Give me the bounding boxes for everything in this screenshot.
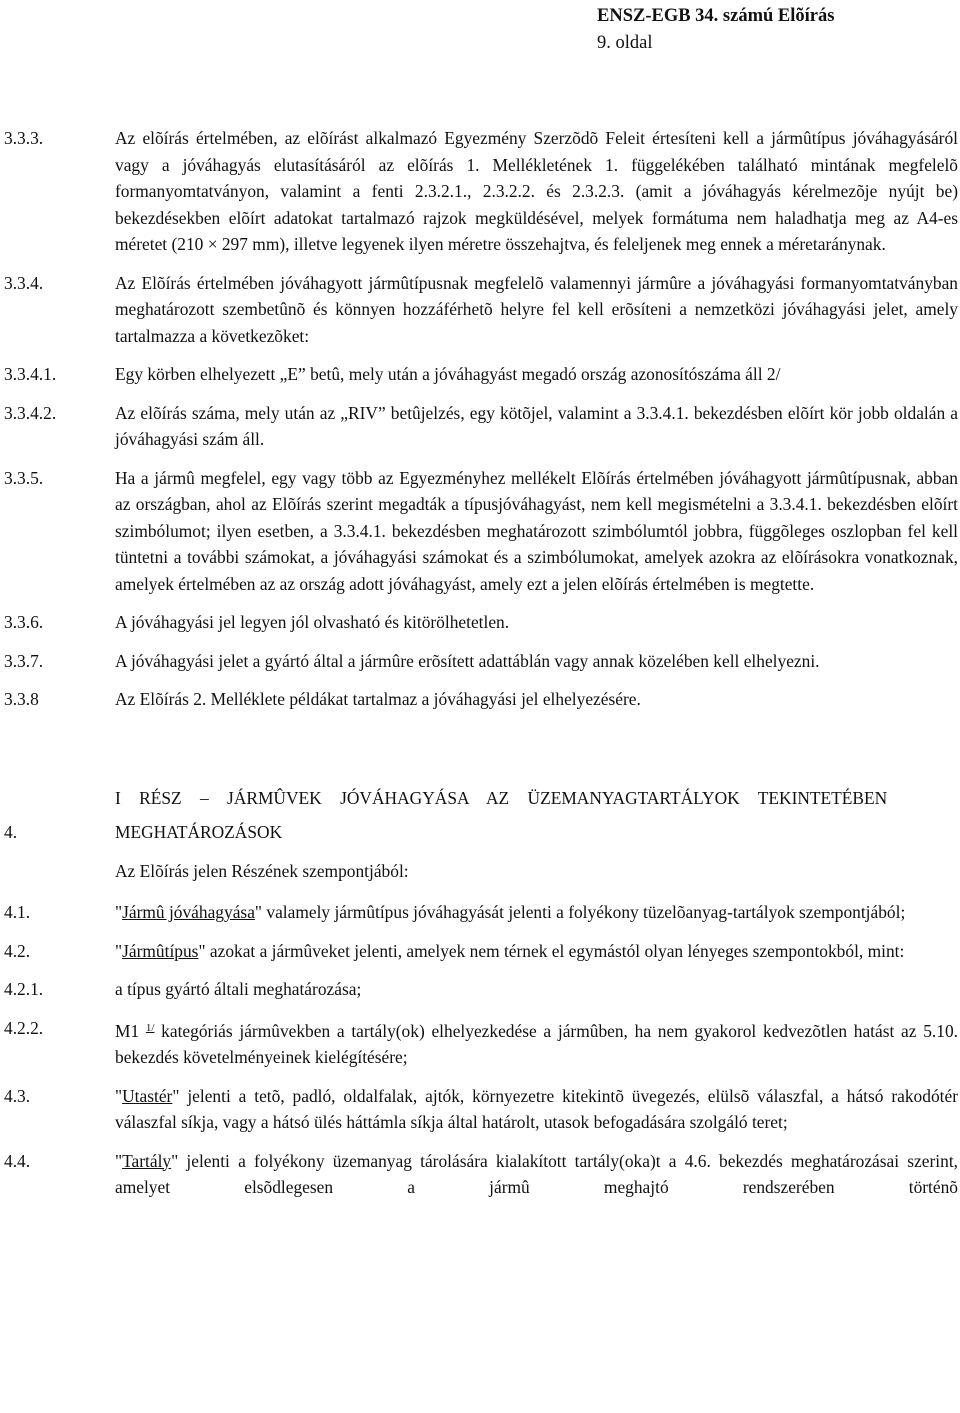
definition-4-4 <box>4 1148 958 1201</box>
defined-term: Jármû jóváhagyása <box>122 902 255 922</box>
paragraph-3-3-4 <box>4 270 958 350</box>
paragraph-number: 3.3.4.2. <box>4 402 57 423</box>
paragraph-3-3-7 <box>4 648 958 675</box>
paragraph-number: 3.3.4.1. <box>4 364 57 384</box>
definition-text <box>115 1083 958 1136</box>
open-quote: " <box>115 940 123 961</box>
definition-body: " jelenti a folyékony üzemanyag tárolására kialakított tartály(oka)t a 4.6. bekezdés meghatározásai szerint, amelyet elsõdlegesen a jármû meghajtó rendszerében történõ <box>115 1150 958 1197</box>
paragraph-3-3-5 <box>4 465 958 598</box>
definition-4-2 <box>4 938 958 965</box>
paragraph-3-3-8 <box>4 686 958 713</box>
paragraph-3-3-4-1 <box>4 361 958 388</box>
paragraph-text: Egy körben elhelyezett „E” betû, mely után a jóváhagyást megadó ország azonosítószáma áll 2/ <box>115 364 781 384</box>
open-quote: " <box>115 1150 123 1171</box>
definition-4-3 <box>4 1083 958 1136</box>
document-title: ENSZ-EGB 34. számú Elõírás <box>597 6 835 26</box>
definition-text <box>115 899 958 926</box>
paragraph-3-3-6 <box>4 609 958 636</box>
paragraph-text: Az elõírás értelmében, az elõírást alkalmazó Egyezmény Szerzõdõ Feleit értesíteni kell a jármûtípus jóváhagyásáról vagy a jóváhagyás elutasításáról az elõírás 1. Mellékletének 1. függelékében található mintának megfelelõ formanyomtatványon, valamint a fenti 2.3.2.1., 2.3.2.2. és 2.3.2.3. (amit a jóváhagyás kérelmezõje nyújt be) bekezdésekben elõírt adatokat tartalmazó rajzok megküldésével, melyek formátuma nem haladhatja meg az A4-es méretet (210 × 297 mm), illetve legyenek ilyen méretre összehajtva, és feleljenek meg ennek a méretaránynak. <box>115 128 958 254</box>
definition-4-2-1 <box>4 976 958 1003</box>
paragraph-text: Ha a jármû megfelel, egy vagy több az Egyezményhez mellékelt Elõírás értelmében jóváhagyott jármûtípusnak, abban az országban, ahol az Elõírás szerint megadták a típusjóváhagyást, nem kell megismételni a 3.3.4.1. bekezdésben elõírt szimbólumot; ilyen esetben, a 3.3.4.1. bekezdésben meghatározott szimbólumtól jobbra, függõleges oszlopban fel kell tüntetni a további számokat, a jóváhagyási számokat és a szimbólumokat, amelyek azokra az elõírásokra vonatkoznak, amelyek értelmében az az ország adott jóváhagyást, amely ezt a jelen elõírás értelmében is megtette. <box>115 467 958 594</box>
open-quote: " <box>115 902 123 922</box>
defined-term: Utastér <box>122 1085 173 1106</box>
paragraph-number: 3.3.7. <box>4 650 44 671</box>
paragraph-number: 3.3.8 <box>4 689 39 709</box>
section-intro-text: Az Elõírás jelen Részének szempontjából: <box>115 860 409 881</box>
paragraph-number: 4.2. <box>4 940 31 961</box>
page-header <box>597 4 927 58</box>
defined-term: Tartály <box>122 1150 172 1171</box>
paragraph-number: 4.4. <box>4 1150 31 1171</box>
definition-body: " azokat a jármûveket jelenti, amelyek nem térnek el egymástól olyan lényeges szempontokból, mint: <box>198 940 905 961</box>
defined-term: Jármûtípus <box>122 940 199 961</box>
page-number: 9. oldal <box>597 33 653 53</box>
definition-4-1 <box>4 899 958 926</box>
paragraph-number: 3.3.5. <box>4 467 44 488</box>
paragraph-number: 4.2.1. <box>4 979 44 999</box>
definition-4-2-2 <box>4 1015 958 1071</box>
paragraph-number: 4.2.2. <box>4 1017 44 1038</box>
definition-body: kategóriás jármûvekben a tartály(ok) elhelyezkedése a jármûben, ha nem gyakorol kedvezõtlen hatást az 5.10. bekezdés követelményeinek kielégítésére; <box>115 1020 958 1067</box>
footnote-reference[interactable]: 1/ <box>145 1021 155 1034</box>
paragraph-number: 4.3. <box>4 1085 31 1106</box>
definition-text <box>115 1148 958 1201</box>
paragraph-number: 4.1. <box>4 902 31 922</box>
paragraph-text: Az Elõírás 2. Melléklete példákat tartalmaz a jóváhagyási jel elhelyezésére. <box>115 689 641 709</box>
paragraph-text: A jóváhagyási jel legyen jól olvasható és kitörölhetetlen. <box>115 612 510 632</box>
section-heading <box>4 819 958 846</box>
definition-text: a típus gyártó általi meghatározása; <box>115 979 362 999</box>
paragraph-3-3-3 <box>4 125 958 258</box>
definition-body: " valamely jármûtípus jóváhagyását jelenti a folyékony tüzelõanyag-tartályok szempontjából; <box>254 902 906 922</box>
part-heading <box>4 785 958 812</box>
definition-text <box>115 1015 958 1071</box>
vehicle-category: M1 <box>115 1020 146 1041</box>
section-title: MEGHATÁROZÁSOK <box>115 822 283 842</box>
paragraph-number: 3.3.4. <box>4 272 44 293</box>
part-title: I RÉSZ – JÁRMÛVEK JÓVÁHAGYÁSA AZ ÜZEMANYAGTARTÁLYOK TEKINTETÉBEN <box>115 787 888 808</box>
definition-body: " jelenti a tetõ, padló, oldalfalak, ajtók, környezetre kitekintõ üvegezés, elülsõ válaszfal, a hátsó rakodótér válaszfal síkja, vagy a hátsó ülés háttámla síkja által határolt, utasok befogadására szolgáló teret; <box>115 1085 958 1132</box>
paragraph-number: 3.3.6. <box>4 612 44 632</box>
paragraph-text: Az Elõírás értelmében jóváhagyott jármûtípusnak megfelelõ valamennyi jármûre a jóváhagyási formanyomtatványban meghatározott szembetûnõ és könnyen hozzáférhetõ helyre fel kell erõsíteni a nemzetközi jóváhagyási jelet, amely tartalmazza a következõket: <box>115 272 958 346</box>
section-intro <box>4 858 958 885</box>
paragraph-number: 3.3.3. <box>4 128 44 148</box>
paragraph-text: Az elõírás száma, mely után az „RIV” betûjelzés, egy kötõjel, valamint a 3.3.4.1. bekezdésben elõírt kör jobb oldalán a jóváhagyási szám áll. <box>115 402 958 449</box>
open-quote: " <box>115 1085 123 1106</box>
document-body <box>4 125 958 1201</box>
paragraph-3-3-4-2 <box>4 400 958 453</box>
section-number: 4. <box>4 822 18 842</box>
definition-text <box>115 938 958 965</box>
paragraph-text: A jóváhagyási jelet a gyártó által a jármûre erõsített adattáblán vagy annak közelében kell elhelyezni. <box>115 650 820 671</box>
